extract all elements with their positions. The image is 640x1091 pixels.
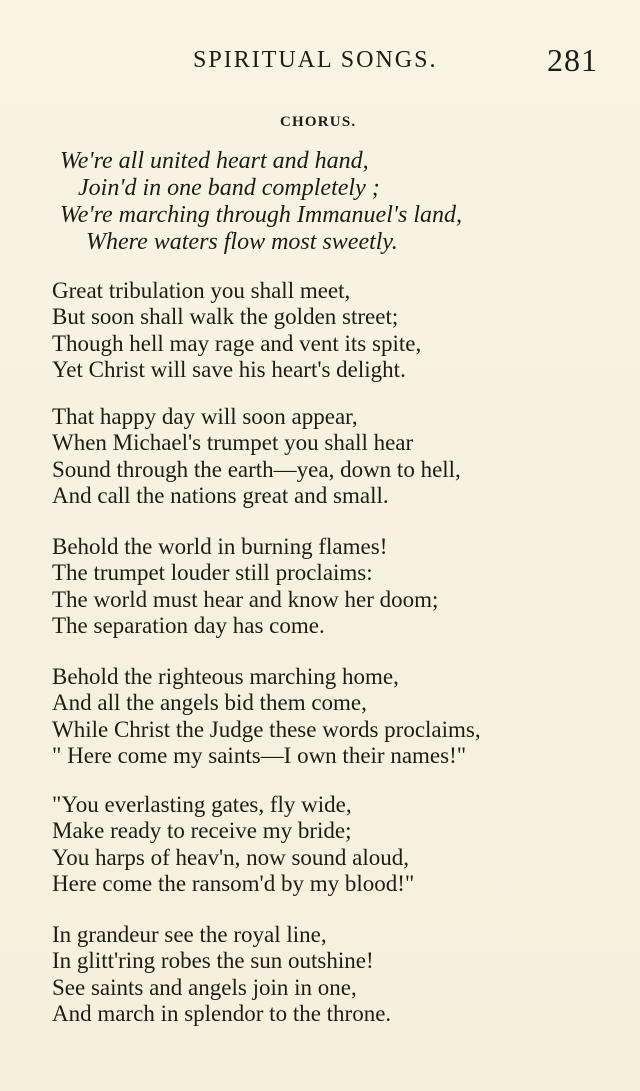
stanza — [52, 278, 421, 384]
stanza-line: And all the angels bid them come, — [52, 690, 367, 716]
stanza-line: Great tribulation you shall meet, — [52, 278, 351, 303]
stanza — [52, 404, 461, 510]
stanza-line: See saints and angels join in one, — [52, 974, 357, 1000]
stanza-line: When Michael's trumpet you shall hear — [52, 430, 414, 456]
stanza — [52, 664, 481, 770]
running-title: SPIRITUAL SONGS. — [193, 47, 438, 73]
page-number: 281 — [547, 42, 598, 78]
stanza — [52, 922, 391, 1028]
stanza-line: Here come the ransom'd by my blood!" — [52, 871, 415, 897]
stanza-line: And march in splendor to the throne. — [52, 1001, 392, 1027]
stanza-line: The separation day has come. — [52, 613, 325, 639]
stanza-line: Behold the righteous marching home, — [52, 664, 399, 689]
stanza-line: While Christ the Judge these words proclaims, — [52, 716, 481, 742]
stanza-line: In grandeur see the royal line, — [52, 922, 327, 947]
chorus-line: Join'd in one band completely ; — [78, 175, 380, 201]
stanza-line: Make ready to receive my bride; — [52, 818, 352, 844]
stanza-line: Sound through the earth—yea, down to hell, — [52, 456, 461, 482]
stanza — [52, 792, 414, 898]
stanza-line: Yet Christ will save his heart's delight. — [52, 357, 406, 383]
stanza-line: Though hell may rage and vent its spite, — [52, 330, 422, 356]
stanza-line: That happy day will soon appear, — [52, 404, 358, 429]
stanza-line: In glitt'ring robes the sun outshine! — [52, 948, 374, 974]
stanza-line: " Here come my saints—I own their names!" — [52, 743, 467, 769]
stanza-line: "You everlasting gates, fly wide, — [52, 792, 352, 817]
stanza-line: And call the nations great and small. — [52, 483, 389, 509]
chorus-line: We're all united heart and hand, — [60, 148, 369, 174]
chorus-line: We're marching through Immanuel's land, — [60, 202, 463, 228]
stanza-line: But soon shall walk the golden street; — [52, 304, 399, 330]
chorus-line: Where waters flow most sweetly. — [86, 229, 398, 255]
chorus-block — [60, 148, 462, 256]
stanza-line: The world must hear and know her doom; — [52, 586, 439, 612]
stanza-line: The trumpet louder still proclaims: — [52, 560, 373, 586]
stanza — [52, 534, 438, 640]
stanza-line: You harps of heav'n, now sound aloud, — [52, 844, 410, 870]
stanza-line: Behold the world in burning flames! — [52, 534, 388, 559]
chorus-label: CHORUS. — [280, 114, 357, 130]
